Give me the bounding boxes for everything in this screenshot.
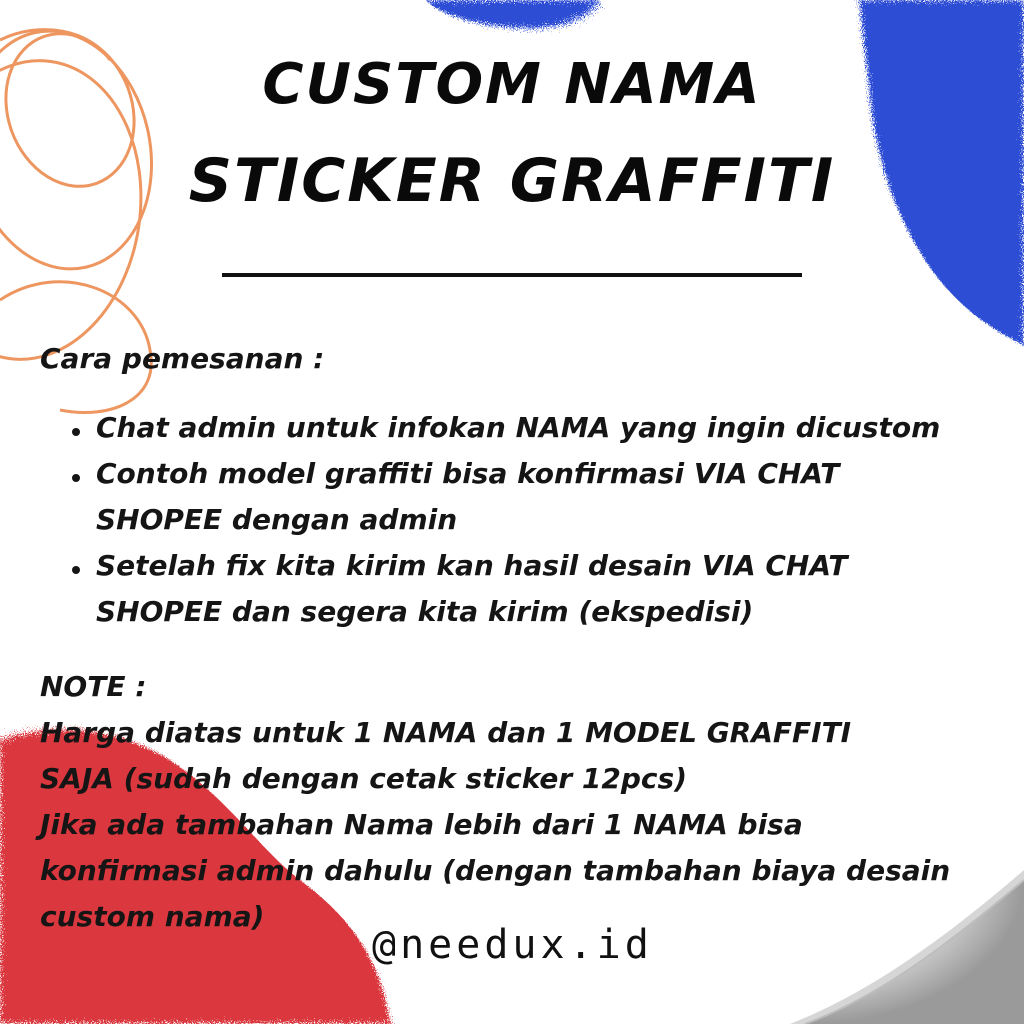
order-item-2-line-2: SHOPEE dengan admin <box>96 503 458 536</box>
order-item-3-line-1: Setelah fix kita kirim kan hasil desain VIA CHAT <box>96 549 848 582</box>
order-item-2-line-1: Contoh model graffiti bisa konfirmasi VIA CHAT <box>96 457 840 490</box>
note-line-4: konfirmasi admin dahulu (dengan tambahan biaya desain <box>40 854 951 887</box>
title-line-1: CUSTOM NAMA <box>262 52 762 117</box>
order-item-1-line-1: Chat admin untuk infokan NAMA yang ingin dicustom <box>96 411 941 444</box>
bullet-dot <box>72 428 80 436</box>
title-divider <box>222 273 802 277</box>
bullet-dot <box>72 566 80 574</box>
note-line-3: Jika ada tambahan Nama lebih dari 1 NAMA bisa <box>40 808 803 841</box>
instagram-handle: @needux.id <box>372 922 653 968</box>
order-item-3-line-2: SHOPEE dan segera kita kirim (ekspedisi) <box>96 595 754 628</box>
title-line-2: STICKER GRAFFITI <box>188 146 836 216</box>
bullet-dot <box>72 474 80 482</box>
note-line-2: SAJA (sudah dengan cetak sticker 12pcs) <box>40 762 687 795</box>
note-line-1: Harga diatas untuk 1 NAMA dan 1 MODEL GRAFFITI <box>40 716 852 749</box>
note-heading: NOTE : <box>40 670 147 703</box>
order-heading: Cara pemesanan : <box>40 342 325 375</box>
note-line-5: custom nama) <box>40 900 265 933</box>
